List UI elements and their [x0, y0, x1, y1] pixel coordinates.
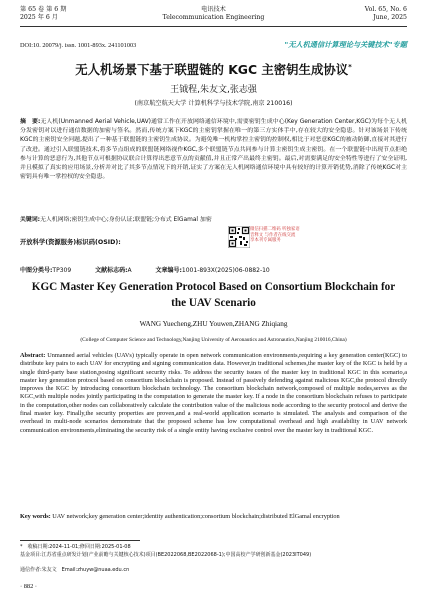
- keywords-cn-text: 无人机网络;密钥生成中心;身份认证;联盟链;分布式 ElGamal 加密: [40, 217, 212, 223]
- classification-line: [20, 265, 407, 274]
- keywords-en-label: Key words:: [20, 513, 51, 520]
- title-en: KGC Master Key Generation Protocol Based on Consortium Blockchain for the UAV Scenario: [31, 281, 396, 309]
- page-number: · 882 ·: [20, 583, 38, 590]
- title-cn: 无人机场景下基于联盟链的 KGC 主密钥生成协议*: [75, 62, 352, 77]
- header-volume-info: 第 65 卷 第 6 期 2025 年 6 月: [20, 6, 67, 21]
- affiliation-cn: (南京航空航天大学 计算机科学与技术学院,南京 210016): [134, 100, 293, 107]
- document-code: 文献标志码:A: [95, 267, 132, 274]
- authors-en: WANG Yuecheng,ZHU Youwen,ZHANG Zhiqiang: [139, 320, 288, 328]
- title-footnote-mark: *: [348, 62, 352, 71]
- footnote-rule: [20, 540, 140, 541]
- authors-cn: 王钺程,朱友文,张志强: [170, 85, 257, 95]
- qr-code-icon[interactable]: [228, 226, 250, 248]
- keywords-en: [20, 513, 407, 521]
- keywords-en-text: UAV network;key generation center;identity authentication;consortium blockchain;distributed ElGamal encryption: [52, 513, 340, 520]
- footnote-funding: 基金项目:江苏省重点研发计划(产业前瞻与关键核心技术)项目(BE2022068,BE2022068-1);中国高校产学研创新基金(2023IT049): [20, 552, 312, 558]
- special-issue-label: "无人机通信计算理论与关键技术"专题: [284, 40, 407, 49]
- footnote-corresponding-author: 通信作者:朱友文 Email:zhuyw@nuaa.edu.cn: [20, 567, 130, 573]
- abstract-en-text: Unmanned aerial vehicles (UAVs) typically operate in open network communication environments,requiring a key generation center(KGC) to distribute key pairs to each UAV for encrypting and signing communication data. However,in traditional schemes,the master key of the KGC is held by a single third-party base station,posing significant security risks. To address the security issues of the master key in traditional KGC in this scenario,a master key generation protocol based on consortium blockchain is proposed. Instead of passively defending against malicious KGC,the protocol directly improves the KGC by introducing consortium blockchain technology. The consortium blockchain network,composed of multiple nodes,serves as the KGC,with multiple nodes jointly participating in the computation to generate the master key. If a node in the consortium blockchain refuses to participate in the computation,other nodes can collaboratively calculate the contribution value of the malicious node according to the security protocol and derive the final master key. Finally,the security properties are proven,and a real-world application scenario is simulated. The analysis and comparison of the overhead in multi-node scenarios demonstrate that the proposed scheme has low computational overhead and high availability in UAV network communication environments,eliminating the security risk of a single entity having exclusive control over the master key in traditional KGC.: [20, 352, 408, 434]
- running-header: [20, 6, 407, 36]
- abstract-cn-text: 无人机(Unmanned Aerial Vehicle,UAV)通常工作在开放网络通信环境中,需要密钥生成中心(Key Generation Center,KGC)为每个无人机分发密钥对以进行通信数据的加密与签名。然而,传统方案下KGC的主密钥掌握在唯一的第三方实体手中,存在较大的安全隐患。针对该场景下传统KGC的主密钥安全问题,提出了一种基于联盟链的主密钥生成协议。为避免唯一机构掌控主密钥的控制权,相比于对恶意KGC的被动防御,直接对其进行了改进。通过引入联盟链技术,将多节点组成的联盟链网络视作KGC,多个联盟链节点共同参与计算主密钥生成主密钥。在一个联盟链中出现节点拒绝参与计算的恶意行为,其他节点可根据协议联合计算得出恶意节点的贡献值,并且正常产出最终主密钥。最后,对需要满足的安全特性等进行了安全证明,并且模拟了真实的应用场景,分析并对比了其多节点情况下的开销,证实了方案在无人机网络通信环境中具有较好的计算开销优势,消除了传统KGC对主密钥具有唯一掌控权的安全隐患。: [20, 119, 408, 181]
- footnote-received: * 收稿日期:2024-11-01;修回日期:2025-01-08: [20, 544, 131, 550]
- abstract-en: [20, 352, 407, 435]
- abstract-en-label: Abstract:: [20, 352, 46, 359]
- oscid-label: 开放科学(资源服务)标识码(OSID):: [20, 239, 121, 246]
- class-number: 中图分类号:TP309: [20, 267, 72, 274]
- oscid-note: 微信扫描二维码 听独家语音释文 与作者在线交流 享本刊专属服务: [250, 227, 300, 244]
- keywords-cn-label: 关键词:: [20, 217, 41, 223]
- article-number: 文章编号:1001-893X(2025)06-0882-10: [155, 267, 270, 274]
- abstract-cn-label: 摘 要:: [20, 119, 41, 125]
- doi: DOI:10. 20079/j. issn. 1001-893x. 241101003: [20, 42, 137, 49]
- header-journal-name: 电讯技术 Telecommunication Engineering: [162, 6, 265, 21]
- header-volume-info-en: Vol. 65, No. 6 June, 2025: [364, 6, 407, 21]
- keywords-cn: [20, 214, 407, 223]
- affiliation-en: (College of Computer Science and Technology,Nanjing University of Aeronautics and Astronautics,Nanjing 210016,China): [80, 337, 347, 343]
- header-rule: [20, 26, 407, 27]
- abstract-cn: [20, 118, 407, 182]
